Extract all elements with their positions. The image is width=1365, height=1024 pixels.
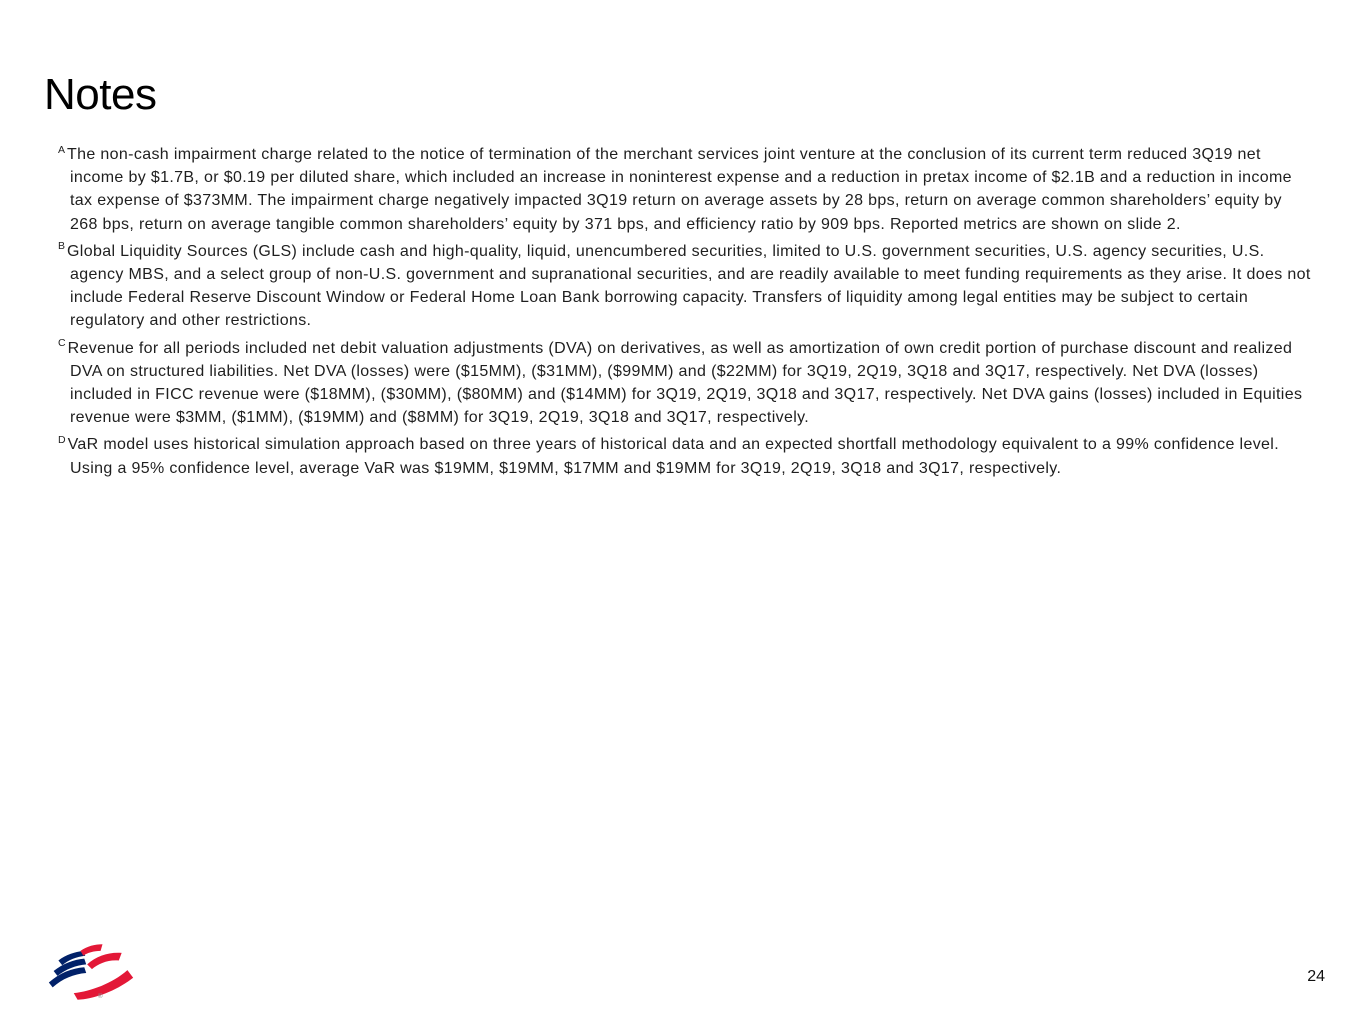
bank-of-america-flag-logo-icon: [45, 941, 137, 1003]
flag-logo-svg: [45, 941, 137, 1003]
footnotes-section: [58, 143, 1312, 484]
footnote-a: [58, 143, 1312, 236]
page-title: Notes: [44, 70, 157, 120]
footnote-c-text: Revenue for all periods included net debit valuation adjustments (DVA) on derivatives, as well as amortization of own credit portion of purchase discount and realized DVA on structured liabilities. Net DVA (losses) were ($15MM), ($31MM), ($99MM) and ($22MM) for 3Q19, 2Q19, 3Q18 and 3Q17, respectively. Net DVA (losses) included in FICC revenue were ($18MM), ($30MM), ($80MM) and ($14MM) for 3Q19, 2Q19, 3Q18 and 3Q17, respectively. Net DVA gains (losses) included in Equities revenue were $3MM, ($1MM), ($19MM) and ($8MM) for 3Q19, 2Q19, 3Q18 and 3Q17, respectively.: [67, 339, 1303, 427]
footnote-c-marker: C: [58, 337, 66, 350]
footnote-a-text: The non-cash impairment charge related to the notice of termination of the merchant services joint venture at the conclusion of its current term reduced 3Q19 net income by $1.7B, or $0.19 per diluted share, which included an increase in noninterest expense and a reduction in pretax income of $2.1B and a reduction in income tax expense of $373MM. The impairment charge negatively impacted 3Q19 return on average assets by 28 bps, return on average common shareholders’ equity by 268 bps, return on average tangible common shareholders’ equity by 371 bps, and efficiency ratio by 909 bps. Reported metrics are shown on slide 2.: [67, 146, 1292, 233]
page-number: 24: [1307, 968, 1325, 985]
footnote-d-marker: D: [58, 434, 66, 447]
registered-trademark-icon: ®: [97, 992, 103, 1000]
footnote-c: [58, 337, 1312, 430]
footnote-d-text: VaR model uses historical simulation approach based on three years of historical data and an expected shortfall methodology equivalent to a 99% confidence level. Using a 95% confidence level, average VaR was $19MM, $19MM, $17MM and $19MM for 3Q19, 2Q19, 3Q18 and 3Q17, respectively.: [67, 436, 1280, 477]
footnote-d: [58, 433, 1312, 479]
footnote-b-text: Global Liquidity Sources (GLS) include cash and high-quality, liquid, unencumbered securities, limited to U.S. government securities, U.S. agency securities, U.S. agency MBS, and a select group of non-U.S. government and supranational securities, and are readily available to meet funding requirements as they arise. It does not include Federal Reserve Discount Window or Federal Home Loan Bank borrowing capacity. Transfers of liquidity among legal entities may be subject to certain regulatory and other restrictions.: [67, 242, 1311, 330]
footnote-b: [58, 240, 1312, 333]
footnote-b-marker: B: [58, 240, 66, 253]
footnote-a-marker: A: [58, 143, 66, 156]
